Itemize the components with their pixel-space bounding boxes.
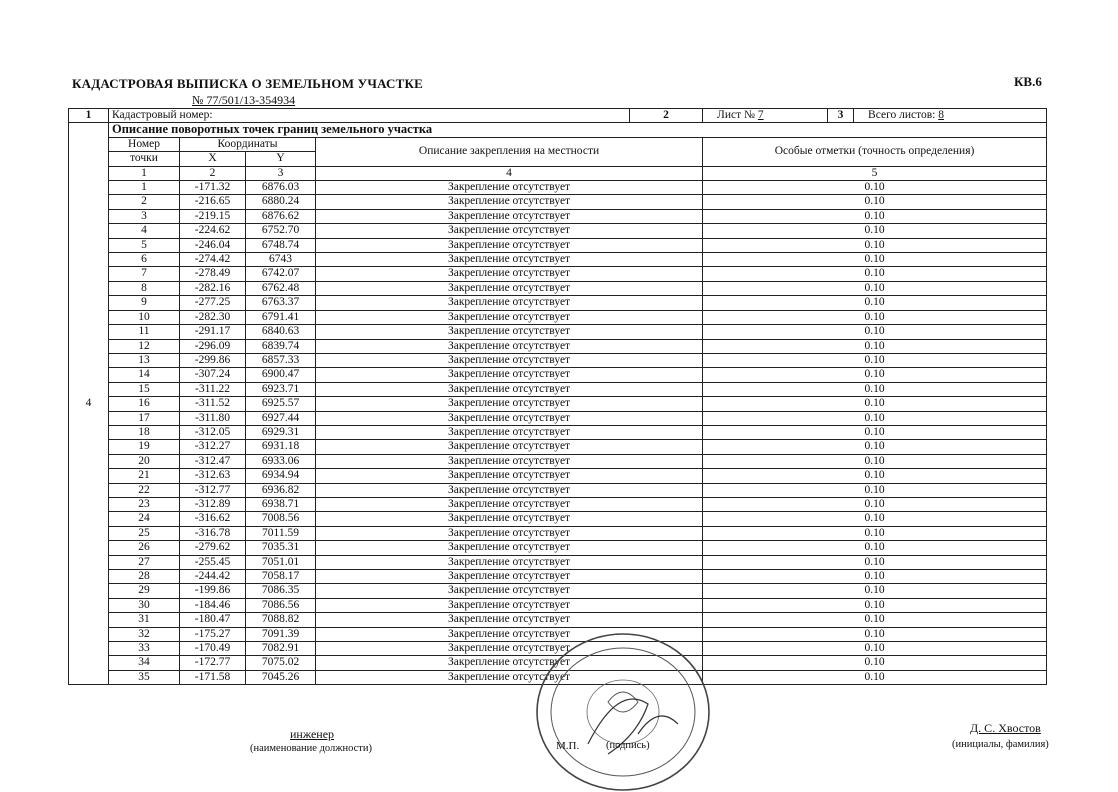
table-row	[69, 382, 1047, 396]
accuracy-note: 0.10	[703, 483, 1047, 497]
coord-x: -307.24	[180, 368, 246, 382]
table-row	[69, 325, 1047, 339]
fixation-description: Закрепление отсутствует	[316, 411, 703, 425]
fixation-description: Закрепление отсутствует	[316, 526, 703, 540]
col-index-1: 1	[109, 166, 180, 180]
seal-label: М.П.	[556, 740, 580, 752]
table-row	[69, 368, 1047, 382]
accuracy-note: 0.10	[703, 440, 1047, 454]
point-number: 16	[109, 397, 180, 411]
coord-x: -312.47	[180, 454, 246, 468]
coord-y: 6876.03	[246, 181, 316, 195]
coord-x: -274.42	[180, 253, 246, 267]
coord-x: -172.77	[180, 656, 246, 670]
coord-x: -282.30	[180, 310, 246, 324]
table-row	[69, 310, 1047, 324]
point-number: 28	[109, 570, 180, 584]
coord-x: -244.42	[180, 570, 246, 584]
table-row	[69, 339, 1047, 353]
coord-y: 7008.56	[246, 512, 316, 526]
coord-x: -312.05	[180, 425, 246, 439]
fixation-description: Закрепление отсутствует	[316, 353, 703, 367]
fixation-description: Закрепление отсутствует	[316, 296, 703, 310]
coord-y: 6880.24	[246, 195, 316, 209]
coord-y: 6876.62	[246, 209, 316, 223]
coord-y: 6929.31	[246, 425, 316, 439]
accuracy-note: 0.10	[703, 209, 1047, 223]
coord-x: -312.77	[180, 483, 246, 497]
coord-x: -291.17	[180, 325, 246, 339]
coord-y: 6742.07	[246, 267, 316, 281]
stamp-seal	[528, 624, 718, 792]
coord-x: -246.04	[180, 238, 246, 252]
coord-y: 6931.18	[246, 440, 316, 454]
top-row	[69, 109, 1047, 123]
table-row	[69, 281, 1047, 295]
fixation-description: Закрепление отсутствует	[316, 209, 703, 223]
document-number: № 77/501/13-354934	[192, 93, 296, 107]
coord-x: -278.49	[180, 267, 246, 281]
col-desc-header: Описание закрепления на местности	[316, 137, 703, 166]
coord-y: 7082.91	[246, 642, 316, 656]
total-cell	[854, 109, 1047, 123]
table-row	[69, 296, 1047, 310]
fixation-description: Закрепление отсутствует	[316, 656, 703, 670]
cell-number-1: 1	[69, 109, 109, 123]
table-row	[69, 570, 1047, 584]
col-number-header-1: Номер	[109, 137, 180, 151]
coord-x: -316.62	[180, 512, 246, 526]
fixation-description: Закрепление отсутствует	[316, 570, 703, 584]
accuracy-note: 0.10	[703, 253, 1047, 267]
coord-y: 7058.17	[246, 570, 316, 584]
table-row	[69, 353, 1047, 367]
point-number: 18	[109, 425, 180, 439]
cadastral-label: Кадастровый номер:	[109, 109, 630, 123]
fixation-description: Закрепление отсутствует	[316, 469, 703, 483]
fixation-description: Закрепление отсутствует	[316, 238, 703, 252]
accuracy-note: 0.10	[703, 368, 1047, 382]
coord-y: 7091.39	[246, 627, 316, 641]
fixation-description: Закрепление отсутствует	[316, 310, 703, 324]
fixation-description: Закрепление отсутствует	[316, 627, 703, 641]
point-number: 22	[109, 483, 180, 497]
fixation-description: Закрепление отсутствует	[316, 224, 703, 238]
table-row	[69, 454, 1047, 468]
point-number: 2	[109, 195, 180, 209]
table-row	[69, 238, 1047, 252]
point-number: 7	[109, 267, 180, 281]
coord-x: -299.86	[180, 353, 246, 367]
coord-y: 6748.74	[246, 238, 316, 252]
accuracy-note: 0.10	[703, 325, 1047, 339]
coord-x: -219.15	[180, 209, 246, 223]
coord-y: 6900.47	[246, 368, 316, 382]
coord-x: -224.62	[180, 224, 246, 238]
accuracy-note: 0.10	[703, 598, 1047, 612]
col-index-3: 3	[246, 166, 316, 180]
table-row	[69, 469, 1047, 483]
fixation-description: Закрепление отсутствует	[316, 584, 703, 598]
sheet-cell	[703, 109, 828, 123]
point-number: 11	[109, 325, 180, 339]
total-label: Всего листов:	[868, 109, 936, 121]
fixation-description: Закрепление отсутствует	[316, 181, 703, 195]
coord-y: 6762.48	[246, 281, 316, 295]
fixation-description: Закрепление отсутствует	[316, 253, 703, 267]
table-row	[69, 195, 1047, 209]
form-code: КВ.6	[1014, 74, 1042, 89]
point-number: 4	[109, 224, 180, 238]
accuracy-note: 0.10	[703, 584, 1047, 598]
table-row	[69, 253, 1047, 267]
table-row	[69, 497, 1047, 511]
fixation-description: Закрепление отсутствует	[316, 339, 703, 353]
coord-x: -312.27	[180, 440, 246, 454]
accuracy-note: 0.10	[703, 642, 1047, 656]
coord-y: 6839.74	[246, 339, 316, 353]
signer-name-caption: (инициалы, фамилия)	[952, 739, 1049, 750]
coord-x: -199.86	[180, 584, 246, 598]
coord-y: 6791.41	[246, 310, 316, 324]
accuracy-note: 0.10	[703, 411, 1047, 425]
coord-x: -277.25	[180, 296, 246, 310]
accuracy-note: 0.10	[703, 497, 1047, 511]
coord-x: -184.46	[180, 598, 246, 612]
point-number: 33	[109, 642, 180, 656]
accuracy-note: 0.10	[703, 181, 1047, 195]
accuracy-note: 0.10	[703, 296, 1047, 310]
coord-x: -216.65	[180, 195, 246, 209]
col-x-header: X	[180, 152, 246, 166]
coord-x: -316.78	[180, 526, 246, 540]
point-number: 27	[109, 555, 180, 569]
coord-y: 6934.94	[246, 469, 316, 483]
coord-x: -170.49	[180, 642, 246, 656]
point-number: 10	[109, 310, 180, 324]
document-title: КАДАСТРОВАЯ ВЫПИСКА О ЗЕМЕЛЬНОМ УЧАСТКЕ	[72, 76, 423, 91]
coord-y: 6752.70	[246, 224, 316, 238]
coord-y: 7075.02	[246, 656, 316, 670]
accuracy-note: 0.10	[703, 224, 1047, 238]
coord-y: 6923.71	[246, 382, 316, 396]
coord-x: -171.58	[180, 670, 246, 684]
coord-y: 7051.01	[246, 555, 316, 569]
cell-number-3: 3	[828, 109, 854, 123]
point-number: 21	[109, 469, 180, 483]
accuracy-note: 0.10	[703, 382, 1047, 396]
coord-x: -279.62	[180, 541, 246, 555]
table-row	[69, 584, 1047, 598]
sheet-value: 7	[757, 109, 764, 121]
coord-x: -311.80	[180, 411, 246, 425]
coord-x: -312.63	[180, 469, 246, 483]
fixation-description: Закрепление отсутствует	[316, 598, 703, 612]
point-number: 23	[109, 497, 180, 511]
col-notes-header: Особые отметки (точность определения)	[703, 137, 1047, 166]
col-number-header-2: точки	[109, 152, 180, 166]
point-number: 34	[109, 656, 180, 670]
coord-y: 6763.37	[246, 296, 316, 310]
accuracy-note: 0.10	[703, 310, 1047, 324]
point-number: 9	[109, 296, 180, 310]
table-row	[69, 483, 1047, 497]
col-index-4: 4	[316, 166, 703, 180]
fixation-description: Закрепление отсутствует	[316, 382, 703, 396]
fixation-description: Закрепление отсутствует	[316, 512, 703, 526]
coordinates-table	[68, 108, 1047, 685]
accuracy-note: 0.10	[703, 541, 1047, 555]
point-number: 29	[109, 584, 180, 598]
coord-y: 7045.26	[246, 670, 316, 684]
column-index-row	[69, 166, 1047, 180]
sheet-label: Лист №	[717, 109, 755, 121]
accuracy-note: 0.10	[703, 195, 1047, 209]
point-number: 15	[109, 382, 180, 396]
point-number: 13	[109, 353, 180, 367]
point-number: 25	[109, 526, 180, 540]
coord-x: -171.32	[180, 181, 246, 195]
fixation-description: Закрепление отсутствует	[316, 325, 703, 339]
position-caption: (наименование должности)	[250, 743, 373, 754]
accuracy-note: 0.10	[703, 469, 1047, 483]
coord-x: -180.47	[180, 613, 246, 627]
fixation-description: Закрепление отсутствует	[316, 267, 703, 281]
coord-y: 7088.82	[246, 613, 316, 627]
accuracy-note: 0.10	[703, 613, 1047, 627]
signature-caption: (подпись)	[606, 740, 650, 751]
point-number: 17	[109, 411, 180, 425]
fixation-description: Закрепление отсутствует	[316, 670, 703, 684]
coord-y: 6840.63	[246, 325, 316, 339]
table-row	[69, 181, 1047, 195]
point-number: 5	[109, 238, 180, 252]
fixation-description: Закрепление отсутствует	[316, 281, 703, 295]
table-row	[69, 541, 1047, 555]
table-row	[69, 397, 1047, 411]
fixation-description: Закрепление отсутствует	[316, 497, 703, 511]
section-title: Описание поворотных точек границ земельного участка	[109, 123, 1047, 137]
section-title-row	[69, 123, 1047, 137]
point-number: 8	[109, 281, 180, 295]
coord-x: -255.45	[180, 555, 246, 569]
fixation-description: Закрепление отсутствует	[316, 195, 703, 209]
accuracy-note: 0.10	[703, 454, 1047, 468]
table-row	[69, 512, 1047, 526]
point-number: 24	[109, 512, 180, 526]
point-number: 19	[109, 440, 180, 454]
accuracy-note: 0.10	[703, 397, 1047, 411]
coord-y: 6743	[246, 253, 316, 267]
point-number: 30	[109, 598, 180, 612]
accuracy-note: 0.10	[703, 656, 1047, 670]
fixation-description: Закрепление отсутствует	[316, 555, 703, 569]
position-title: инженер	[290, 727, 335, 741]
coord-y: 6925.57	[246, 397, 316, 411]
table-row	[69, 209, 1047, 223]
coord-y: 6938.71	[246, 497, 316, 511]
table-row	[69, 425, 1047, 439]
point-number: 14	[109, 368, 180, 382]
point-number: 32	[109, 627, 180, 641]
fixation-description: Закрепление отсутствует	[316, 440, 703, 454]
coord-x: -175.27	[180, 627, 246, 641]
coord-x: -282.16	[180, 281, 246, 295]
coord-x: -311.22	[180, 382, 246, 396]
coord-y: 7086.35	[246, 584, 316, 598]
point-number: 1	[109, 181, 180, 195]
fixation-description: Закрепление отсутствует	[316, 454, 703, 468]
accuracy-note: 0.10	[703, 281, 1047, 295]
coord-y: 6933.06	[246, 454, 316, 468]
point-number: 20	[109, 454, 180, 468]
coord-y: 7035.31	[246, 541, 316, 555]
coord-x: -296.09	[180, 339, 246, 353]
point-number: 35	[109, 670, 180, 684]
col-index-2: 2	[180, 166, 246, 180]
accuracy-note: 0.10	[703, 670, 1047, 684]
section-number: 4	[69, 123, 109, 685]
fixation-description: Закрепление отсутствует	[316, 613, 703, 627]
table-row	[69, 267, 1047, 281]
table-row	[69, 526, 1047, 540]
fixation-description: Закрепление отсутствует	[316, 397, 703, 411]
coord-y: 7011.59	[246, 526, 316, 540]
coord-x: -311.52	[180, 397, 246, 411]
table-row	[69, 224, 1047, 238]
coord-y: 6857.33	[246, 353, 316, 367]
coord-y: 7086.56	[246, 598, 316, 612]
accuracy-note: 0.10	[703, 555, 1047, 569]
accuracy-note: 0.10	[703, 425, 1047, 439]
col-coords-header: Координаты	[180, 137, 316, 151]
col-y-header: Y	[246, 152, 316, 166]
coord-y: 6936.82	[246, 483, 316, 497]
column-header-row-1	[69, 137, 1047, 151]
coord-y: 6927.44	[246, 411, 316, 425]
accuracy-note: 0.10	[703, 267, 1047, 281]
accuracy-note: 0.10	[703, 238, 1047, 252]
accuracy-note: 0.10	[703, 339, 1047, 353]
col-index-5: 5	[703, 166, 1047, 180]
table-row	[69, 555, 1047, 569]
point-number: 12	[109, 339, 180, 353]
accuracy-note: 0.10	[703, 526, 1047, 540]
point-number: 3	[109, 209, 180, 223]
cell-number-2: 2	[630, 109, 703, 123]
accuracy-note: 0.10	[703, 353, 1047, 367]
coord-x: -312.89	[180, 497, 246, 511]
fixation-description: Закрепление отсутствует	[316, 368, 703, 382]
signer-name: Д. С. Хвостов	[970, 721, 1041, 735]
fixation-description: Закрепление отсутствует	[316, 483, 703, 497]
point-number: 6	[109, 253, 180, 267]
point-number: 26	[109, 541, 180, 555]
point-number: 31	[109, 613, 180, 627]
accuracy-note: 0.10	[703, 570, 1047, 584]
table-row	[69, 411, 1047, 425]
accuracy-note: 0.10	[703, 512, 1047, 526]
fixation-description: Закрепление отсутствует	[316, 642, 703, 656]
accuracy-note: 0.10	[703, 627, 1047, 641]
fixation-description: Закрепление отсутствует	[316, 541, 703, 555]
fixation-description: Закрепление отсутствует	[316, 425, 703, 439]
table-row	[69, 440, 1047, 454]
total-value: 8	[938, 109, 944, 121]
table-row	[69, 598, 1047, 612]
